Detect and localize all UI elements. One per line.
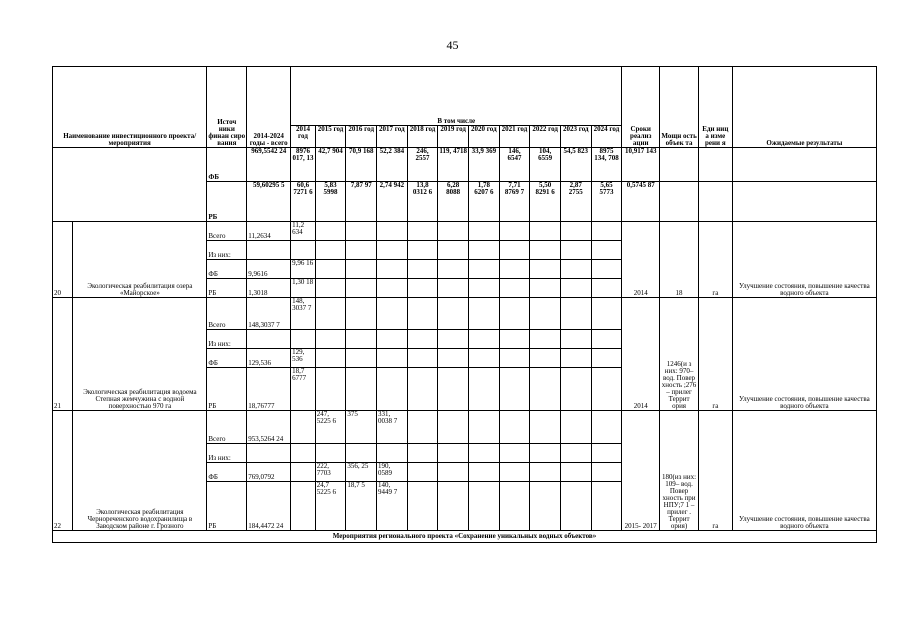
summary-terms: 0,5745 87 [622, 182, 660, 222]
row-value [560, 444, 591, 463]
project-unit: га [698, 222, 732, 298]
summary-value: 42,7 904 [315, 148, 346, 182]
project-number: 22 [53, 411, 73, 531]
header-unit: Еди ниц а изме рени я [698, 67, 732, 148]
summary-blank [732, 182, 876, 222]
row-value [407, 298, 438, 330]
summary-blank [53, 148, 207, 222]
row-value [407, 330, 438, 349]
row-value: 356, 25 [346, 463, 377, 482]
summary-value: 146, 6547 [499, 148, 530, 182]
row-source: Из них: [207, 444, 247, 463]
row-value [499, 349, 530, 368]
summary-blank [732, 148, 876, 182]
project-result: Улучшение состояния, повышение качества водного объекта [732, 411, 876, 531]
row-value [377, 444, 408, 463]
row-source: Всего [207, 411, 247, 444]
row-value [438, 463, 469, 482]
row-value [499, 444, 530, 463]
project-name: Экологическая реабилитация Чернореченского водохранилища в Заводском районе г. Грозного [73, 411, 207, 531]
row-value: 375 [346, 411, 377, 444]
row-value [315, 330, 346, 349]
project-result: Улучшение состояния, повышение качества водного объекта [732, 298, 876, 411]
header-source: Источ ники финан сиро вания [207, 67, 247, 148]
row-value [468, 241, 499, 260]
summary-value: 7,71 8769 7 [499, 182, 530, 222]
row-value [438, 330, 469, 349]
row-value [499, 411, 530, 444]
summary-value: 104, 6559 [530, 148, 561, 182]
summary-blank [660, 182, 699, 222]
row-value [407, 411, 438, 444]
row-value [315, 444, 346, 463]
project-term: 2014 [622, 222, 660, 298]
row-value [315, 298, 346, 330]
row-value [346, 298, 377, 330]
row-value [530, 260, 561, 279]
row-value [591, 241, 622, 260]
header-total: 2014-2024 годы - всего [247, 67, 291, 148]
header-including: В том числе [291, 67, 622, 126]
row-value [591, 330, 622, 349]
summary-value: 13,8 0312 6 [407, 182, 438, 222]
row-value [468, 411, 499, 444]
row-total: 1,3018 [247, 279, 291, 298]
row-value: 140, 9449 7 [377, 482, 408, 531]
summary-blank [660, 148, 699, 182]
row-value: 331, 0038 7 [377, 411, 408, 444]
row-value [468, 298, 499, 330]
row-source: РБ [207, 368, 247, 411]
row-value [438, 349, 469, 368]
header-year: 2020 год [468, 126, 499, 148]
row-value: 1,30 18 [291, 279, 316, 298]
row-value [438, 368, 469, 411]
row-value [291, 482, 316, 531]
row-value [315, 241, 346, 260]
summary-value: 246, 2557 [407, 148, 438, 182]
summary-value: 54,5 823 [560, 148, 591, 182]
row-value [530, 349, 561, 368]
row-value [346, 368, 377, 411]
row-value [407, 444, 438, 463]
row-value [407, 482, 438, 531]
row-value [499, 298, 530, 330]
row-value [438, 241, 469, 260]
row-source: Из них: [207, 241, 247, 260]
row-value [560, 279, 591, 298]
row-value [377, 279, 408, 298]
row-value [346, 222, 377, 241]
row-value [560, 463, 591, 482]
header-results: Ожидаемые результаты [732, 67, 876, 148]
row-source: Из них: [207, 330, 247, 349]
summary-total: 59,60295 5 [247, 182, 291, 222]
row-value [291, 330, 316, 349]
row-value [591, 279, 622, 298]
row-value [346, 330, 377, 349]
row-value [407, 260, 438, 279]
row-value [407, 279, 438, 298]
row-value: 11,2 634 [291, 222, 316, 241]
row-value: 129, 536 [291, 349, 316, 368]
row-source: РБ [207, 482, 247, 531]
summary-value: 2,74 942 [377, 182, 408, 222]
row-value [530, 444, 561, 463]
row-value [377, 330, 408, 349]
row-value: 24,7 5225 6 [315, 482, 346, 531]
row-value [468, 279, 499, 298]
row-value [315, 349, 346, 368]
row-value [377, 222, 408, 241]
row-value: 190, 0589 [377, 463, 408, 482]
header-year: 2021 год [499, 126, 530, 148]
row-value [468, 330, 499, 349]
header-year: 2015 год [315, 126, 346, 148]
row-value [530, 482, 561, 531]
row-value [560, 330, 591, 349]
row-value [468, 260, 499, 279]
row-value [530, 463, 561, 482]
row-value [591, 368, 622, 411]
summary-value: 6,28 8088 [438, 182, 469, 222]
summary-value: 7,87 97 [346, 182, 377, 222]
row-value: 18,7 6777 [291, 368, 316, 411]
row-value [591, 444, 622, 463]
row-value [291, 241, 316, 260]
header-year: 2023 год [560, 126, 591, 148]
project-capacity: 18 [660, 222, 699, 298]
row-value [591, 482, 622, 531]
section-caption: Мероприятия регионального проекта «Сохранение уникальных водных объектов» [53, 531, 877, 543]
header-year: 2022 год [530, 126, 561, 148]
row-total: 18,76777 [247, 368, 291, 411]
row-value [591, 222, 622, 241]
row-value [315, 368, 346, 411]
summary-value: 119, 4718 [438, 148, 469, 182]
row-value [530, 279, 561, 298]
row-value: 18,7 5 [346, 482, 377, 531]
project-number: 21 [53, 298, 73, 411]
row-value [560, 349, 591, 368]
project-term: 2014 [622, 298, 660, 411]
project-term: 2015- 2017 [622, 411, 660, 531]
row-value [530, 241, 561, 260]
row-value [560, 411, 591, 444]
row-value [438, 279, 469, 298]
row-value [407, 222, 438, 241]
row-value [346, 349, 377, 368]
project-name: Экологическая реабилитация водоема Степная жемчужина с водной поверхностью 970 га [73, 298, 207, 411]
row-source: РБ [207, 279, 247, 298]
row-value [591, 349, 622, 368]
row-value [499, 482, 530, 531]
row-value [468, 444, 499, 463]
row-value [346, 260, 377, 279]
row-value [468, 463, 499, 482]
summary-blank [698, 148, 732, 182]
summary-value: 2,87 2755 [560, 182, 591, 222]
row-value [499, 260, 530, 279]
row-value [438, 260, 469, 279]
row-total: 129,536 [247, 349, 291, 368]
row-value [591, 260, 622, 279]
header-terms: Сроки реализ ации [622, 67, 660, 148]
row-value [438, 298, 469, 330]
row-value [499, 241, 530, 260]
row-value [530, 222, 561, 241]
row-value [438, 482, 469, 531]
row-value [377, 241, 408, 260]
project-capacity: 1246(и з них: 970– вод. Повер хность ;276 – прилег Террит ория [660, 298, 699, 411]
summary-value: 1,78 6207 6 [468, 182, 499, 222]
row-value [315, 260, 346, 279]
row-value [560, 482, 591, 531]
row-value [377, 368, 408, 411]
header-capacity: Мощн ость объек та [660, 67, 699, 148]
row-value [530, 368, 561, 411]
row-value [407, 349, 438, 368]
row-value [315, 222, 346, 241]
summary-blank [698, 182, 732, 222]
row-total [247, 330, 291, 349]
project-number: 20 [53, 222, 73, 298]
row-source: Всего [207, 222, 247, 241]
summary-total: 969,5542 24 [247, 148, 291, 182]
row-total [247, 241, 291, 260]
row-value [560, 368, 591, 411]
summary-value: 5,65 5773 [591, 182, 622, 222]
row-value [468, 222, 499, 241]
row-value [530, 298, 561, 330]
row-value [468, 368, 499, 411]
row-value [468, 482, 499, 531]
row-value [346, 444, 377, 463]
row-value [346, 241, 377, 260]
row-value [438, 444, 469, 463]
row-source: Всего [207, 298, 247, 330]
row-value [438, 411, 469, 444]
project-name: Экологическая реабилитация озера «Майорское» [73, 222, 207, 298]
row-value [468, 349, 499, 368]
summary-source: ФБ [207, 148, 247, 182]
project-capacity: 180(из них: 109– вод. Повер хность при НПУ;7 1 – прилег . Террит ория) [660, 411, 699, 531]
header-year: 2024 год [591, 126, 622, 148]
row-value [560, 241, 591, 260]
row-value [560, 222, 591, 241]
row-value: 222, 7703 [315, 463, 346, 482]
row-value [499, 330, 530, 349]
row-source: ФБ [207, 260, 247, 279]
header-year: 2018 год [407, 126, 438, 148]
header-year: 2017 год [377, 126, 408, 148]
row-value [499, 222, 530, 241]
project-result: Улучшение состояния, повышение качества водного объекта [732, 222, 876, 298]
row-value [291, 444, 316, 463]
summary-value: 70,9 168 [346, 148, 377, 182]
row-value [438, 222, 469, 241]
row-value [591, 298, 622, 330]
row-source: ФБ [207, 463, 247, 482]
header-name: Наименование инвестиционного проекта/мероприятия [53, 67, 207, 148]
header-year: 2014 год [291, 126, 316, 148]
summary-source: РБ [207, 182, 247, 222]
row-value [377, 260, 408, 279]
summary-terms: 10,917 143 [622, 148, 660, 182]
row-value [591, 411, 622, 444]
summary-value: 33,9 369 [468, 148, 499, 182]
row-value [560, 298, 591, 330]
row-value [591, 463, 622, 482]
row-total: 953,5264 24 [247, 411, 291, 444]
row-total: 9,9616 [247, 260, 291, 279]
row-total: 769,0792 [247, 463, 291, 482]
summary-value: 8976 017, 13 [291, 148, 316, 182]
row-total [247, 444, 291, 463]
summary-value: 52,2 384 [377, 148, 408, 182]
row-value [377, 298, 408, 330]
row-total: 11,2634 [247, 222, 291, 241]
summary-value: 8975 134, 708 [591, 148, 622, 182]
row-total: 148,3037 7 [247, 298, 291, 330]
header-year: 2019 год [438, 126, 469, 148]
row-value [499, 463, 530, 482]
row-value: 148, 3037 7 [291, 298, 316, 330]
row-value [530, 411, 561, 444]
row-value [346, 279, 377, 298]
investment-table [52, 66, 877, 543]
summary-value: 5,50 8291 6 [530, 182, 561, 222]
page-number: 45 [446, 38, 459, 52]
row-value [499, 279, 530, 298]
project-unit: га [698, 298, 732, 411]
summary-value: 5,83 5998 [315, 182, 346, 222]
row-source: ФБ [207, 349, 247, 368]
row-value [499, 368, 530, 411]
row-value: 247, 5225 6 [315, 411, 346, 444]
row-value [291, 463, 316, 482]
row-total: 184,4472 24 [247, 482, 291, 531]
row-value [407, 463, 438, 482]
row-value [377, 349, 408, 368]
project-unit: га [698, 411, 732, 531]
row-value [291, 411, 316, 444]
header-year: 2016 год [346, 126, 377, 148]
row-value [407, 368, 438, 411]
row-value [530, 330, 561, 349]
row-value [407, 241, 438, 260]
row-value [560, 260, 591, 279]
row-value [315, 279, 346, 298]
summary-value: 60,6 7271 6 [291, 182, 316, 222]
row-value: 9,96 16 [291, 260, 316, 279]
